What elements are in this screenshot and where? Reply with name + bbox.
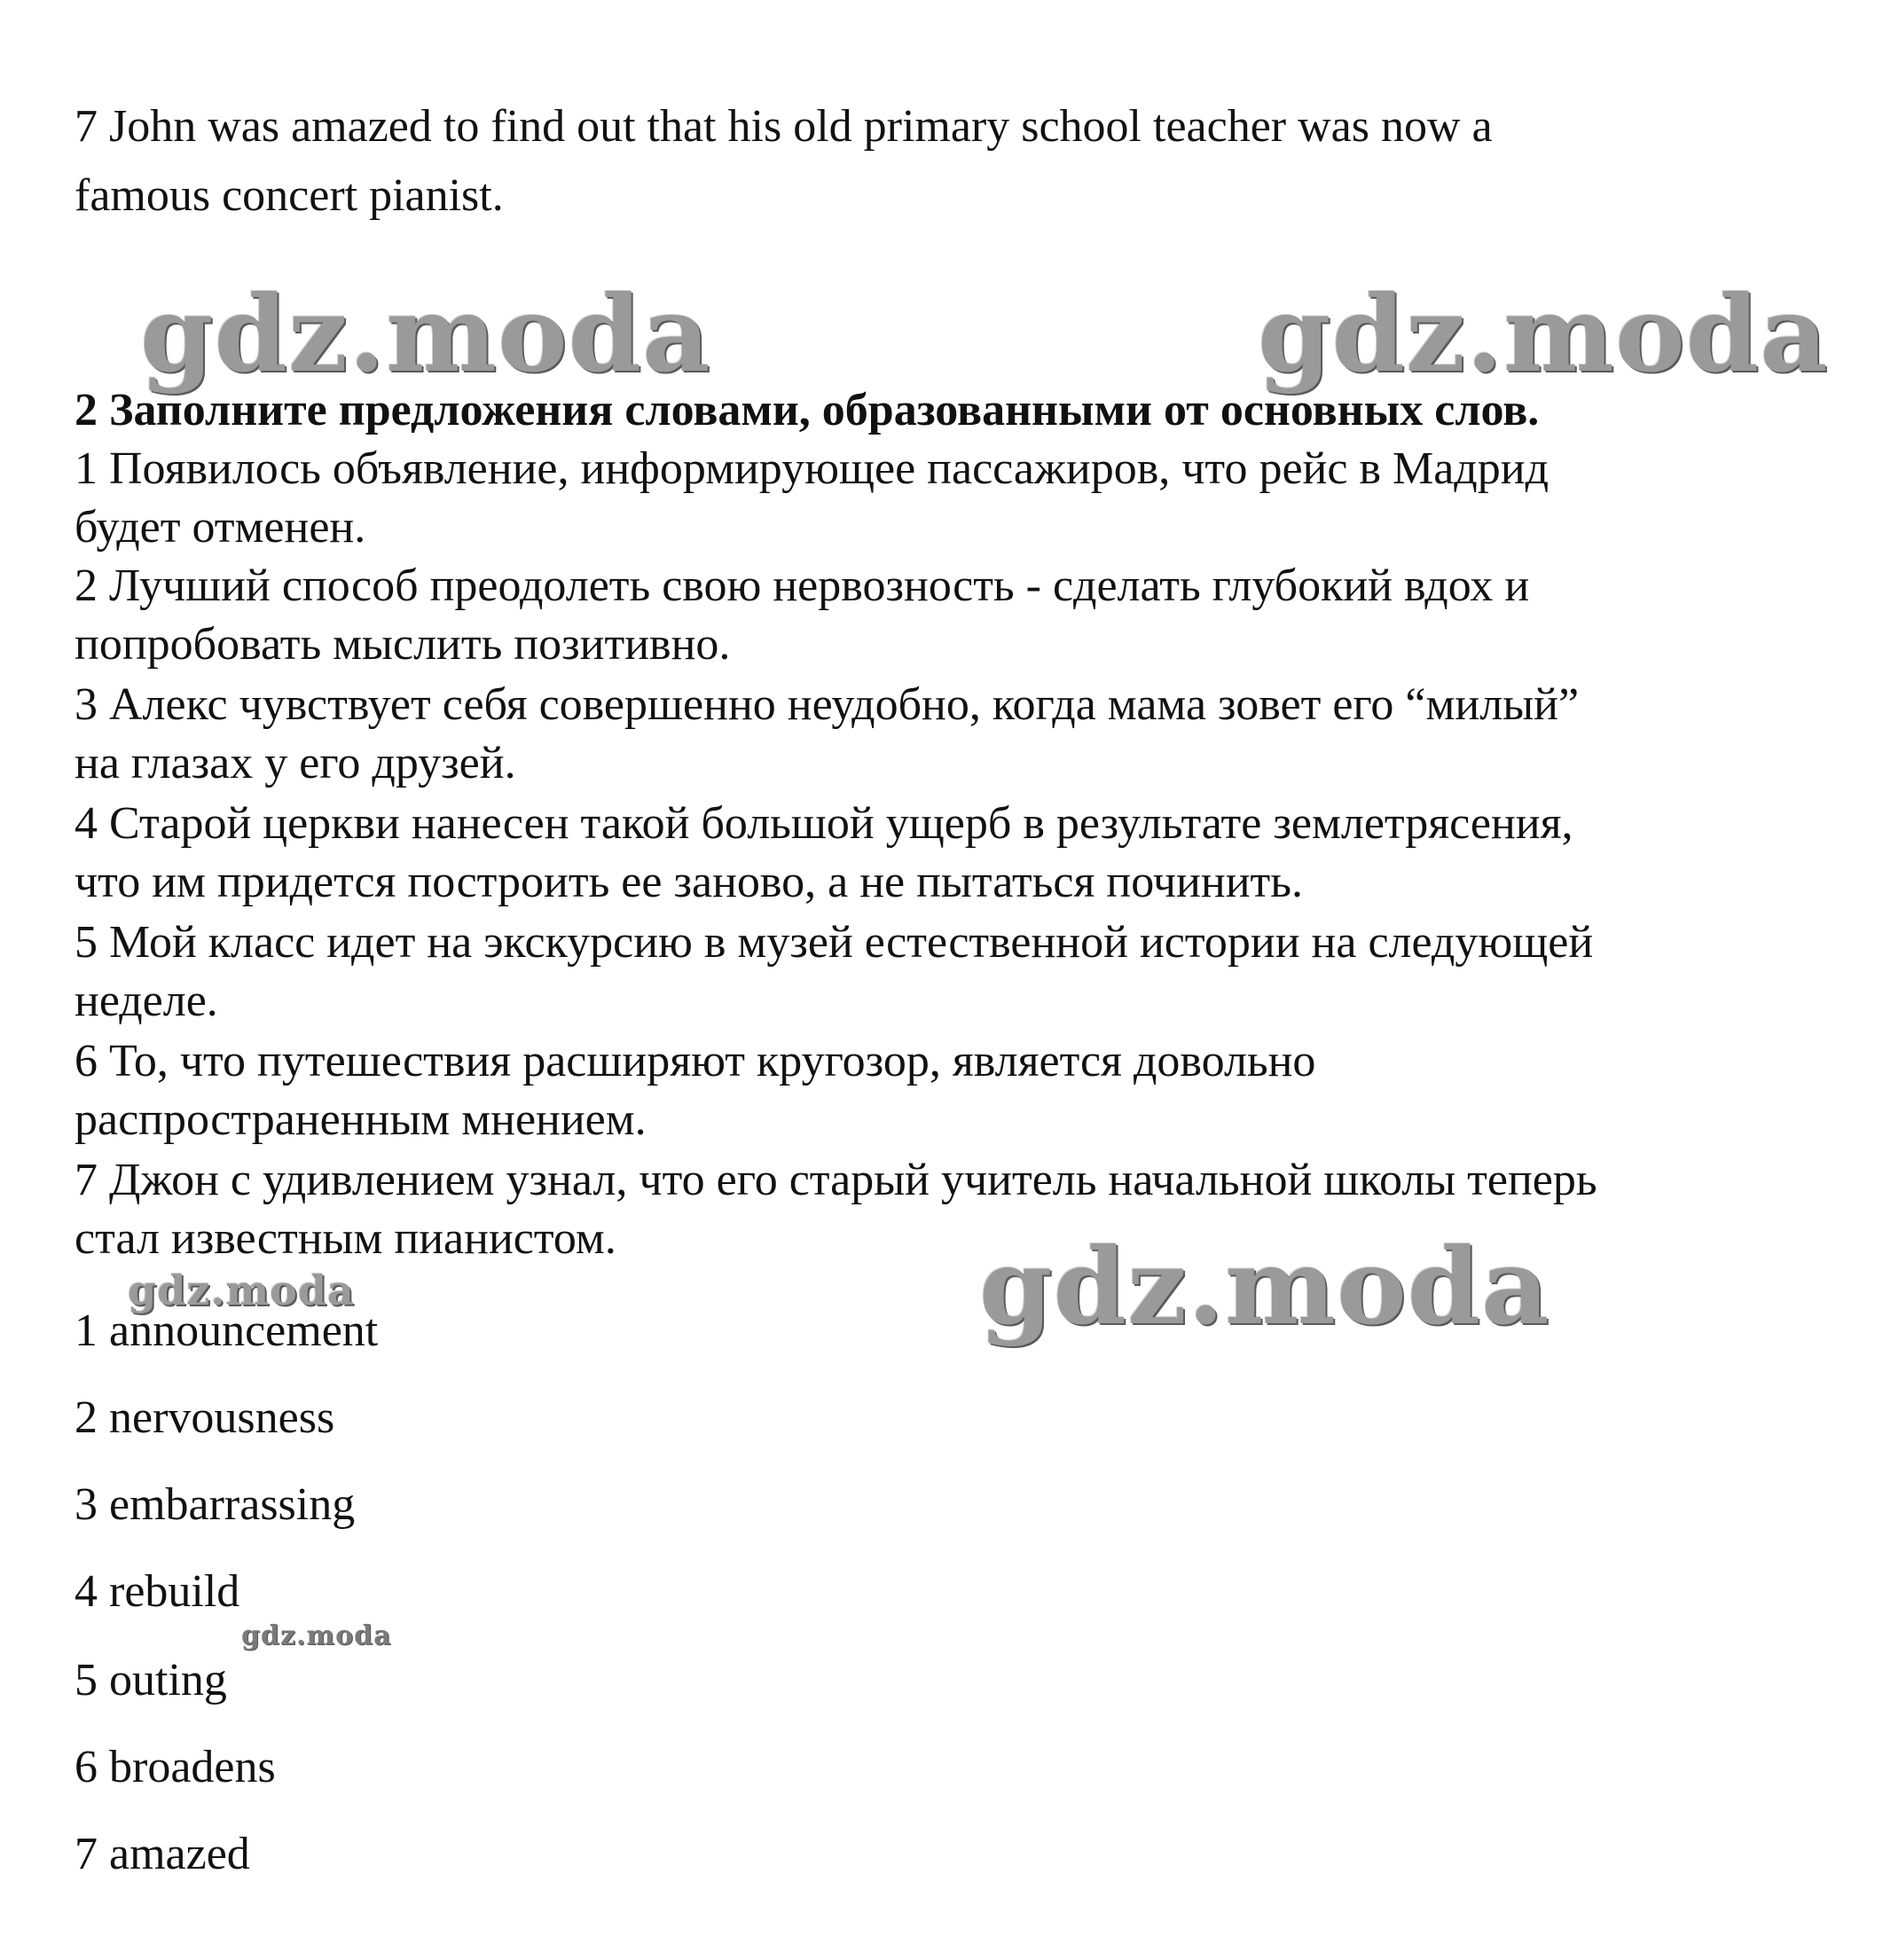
- intro-sentence-line-1: 7 John was amazed to find out that his old primary school teacher was now a: [75, 101, 1493, 152]
- answer-item: 2 nervousness: [75, 1392, 335, 1443]
- answer-item: 6 broadens: [75, 1742, 276, 1792]
- exercise-line: 3 Алекс чувствует себя совершенно неудобно, когда мама зовет его “милый”: [75, 679, 1580, 730]
- exercise-line: попробовать мыслить позитивно.: [75, 619, 731, 670]
- exercise-line: на глазах у его друзей.: [75, 738, 516, 788]
- intro-sentence-line-2: famous concert pianist.: [75, 170, 504, 221]
- watermark-top-left: gdz.moda: [140, 272, 711, 396]
- exercise-line: распространенным мнением.: [75, 1094, 647, 1145]
- watermark-mid-left: gdz.moda: [128, 1266, 355, 1314]
- exercise-line: стал известным пианистом.: [75, 1213, 616, 1264]
- exercise-line: 4 Старой церкви нанесен такой большой ущерб в результате землетрясения,: [75, 798, 1573, 849]
- exercise-line: неделе.: [75, 976, 218, 1026]
- exercise-line: 5 Мой класс идет на экскурсию в музей естественной истории на следующей: [75, 917, 1594, 968]
- exercise-line: 1 Появилось объявление, информирующее пассажиров, что рейс в Мадрид: [75, 443, 1550, 494]
- exercise-line: 2 Лучший способ преодолеть свою нервозность - сделать глубокий вдох и: [75, 561, 1530, 611]
- exercise-heading: 2 Заполните предложения словами, образованными от основных слов.: [75, 385, 1540, 435]
- answer-item: 3 embarrassing: [75, 1479, 356, 1530]
- watermark-small: gdz.moda: [241, 1620, 392, 1651]
- watermark-top-right: gdz.moda: [1258, 272, 1829, 396]
- answer-item: 5 outing: [75, 1655, 227, 1705]
- answer-item: 4 rebuild: [75, 1566, 240, 1617]
- exercise-line: что им придется построить ее заново, а не пытаться починить.: [75, 857, 1303, 907]
- exercise-line: будет отменен.: [75, 502, 366, 553]
- answer-item: 7 amazed: [75, 1829, 250, 1879]
- exercise-line: 6 То, что путешествия расширяют кругозор, является довольно: [75, 1036, 1316, 1086]
- watermark-mid-right: gdz.moda: [979, 1225, 1550, 1348]
- answer-item: 1 announcement: [75, 1305, 379, 1356]
- exercise-line: 7 Джон с удивлением узнал, что его старый учитель начальной школы теперь: [75, 1155, 1597, 1205]
